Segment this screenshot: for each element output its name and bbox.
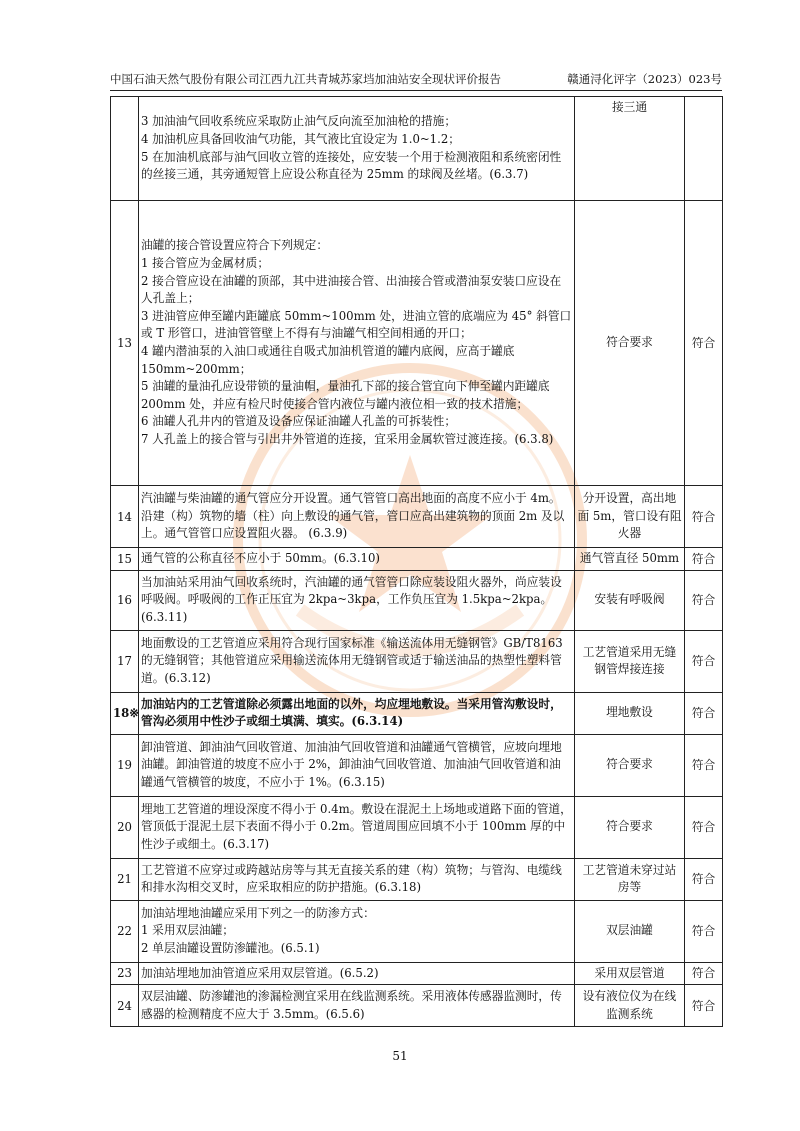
table-row — [111, 548, 723, 571]
requirement-text — [139, 734, 575, 796]
requirement-line: 4 罐内潜油泵的入油口或通往自吸式加油机管道的罐内底阀，应高于罐底 150mm~200mm； — [141, 344, 515, 376]
actual-measure: 采用双层管道 — [575, 962, 685, 985]
requirement-line: 4 加油机应具备回收油气功能，其气液比宜设定为 1.0~1.2； — [141, 131, 460, 146]
requirement-text — [139, 201, 575, 486]
actual-measure: 符合要求 — [575, 796, 685, 858]
requirement-text — [139, 962, 575, 985]
actual-measure: 分开设置，高出地面 5m，管口设有阻火器 — [575, 486, 685, 548]
actual-measure: 符合要求 — [575, 201, 685, 486]
actual-measure: 接三通 — [575, 97, 685, 201]
row-number — [111, 97, 139, 201]
requirement-text — [139, 985, 575, 1027]
evaluation-result: 符合 — [685, 630, 723, 692]
requirement-line: 卸油管道、卸油油气回收管道、加油油气回收管道和油罐通气管横管，应坡向埋地油罐。卸油管道的坡度不应小于 2%，卸油油气回收管道、加油油气回收管道和油罐通气管横管的坡度，不应小于 1%。(6.3.15) — [141, 739, 562, 789]
table-row — [111, 486, 723, 548]
report-title: 中国石油天然气股份有限公司江西九江共青城苏家垱加油站安全现状评价报告 — [110, 72, 501, 86]
evaluation-result: 符合 — [685, 548, 723, 571]
requirement-line: 地面敷设的工艺管道应采用符合现行国家标准《输送流体用无缝钢管》GB/T8163 的无缝钢管；其他管道应采用输送流体用无缝钢管或适于输送油品的热塑性塑料管道。(6.3.12) — [141, 635, 563, 685]
table-row — [111, 985, 723, 1027]
header-rule — [110, 90, 722, 91]
requirement-text — [139, 858, 575, 900]
evaluation-result: 符合 — [685, 858, 723, 900]
evaluation-result: 符合 — [685, 734, 723, 796]
actual-measure: 设有液位仪为在线监测系统 — [575, 985, 685, 1027]
requirement-line: 5 油罐的量油孔应设带锁的量油帽，量油孔下部的接合管宜向下伸至罐内距罐底 200mm 处，并应有检尺时使接合管内液位与罐内液位相一致的技术措施； — [141, 379, 550, 411]
requirement-line: 双层油罐、防渗罐池的渗漏检测宜采用在线监测系统。采用液体传感器监测时，传感器的检测精度不应大于 3.5mm。(6.5.6) — [141, 989, 562, 1021]
requirement-line: 加油站内的工艺管道除必须露出地面的以外，均应埋地敷设。当采用管沟敷设时，管沟必须用中性沙子或细土填满、填实。(6.3.14) — [141, 696, 562, 729]
page-header — [110, 71, 722, 87]
row-number: 14 — [111, 486, 139, 548]
requirement-line: 油罐的接合管设置应符合下列规定： — [141, 238, 329, 253]
page-number: 51 — [392, 1049, 408, 1063]
actual-measure: 符合要求 — [575, 734, 685, 796]
evaluation-result: 符合 — [685, 985, 723, 1027]
row-number: 13 — [111, 201, 139, 486]
requirement-line: 1 采用双层油罐； — [141, 923, 234, 938]
evaluation-result: 符合 — [685, 796, 723, 858]
requirement-line: 3 进油管应伸至罐内距罐底 50mm~100mm 处，进油立管的底端应为 45° 斜管口或 T 形管口，进油管管壁上不得有与油罐气相空间相通的开口； — [141, 308, 572, 341]
requirement-line: 5 在加油机底部与油气回收立管的连接处，应安装一个用于检测液阻和系统密闭性的丝接三通，其旁通短管上应设公称直径为 25mm 的球阀及丝堵。(6.3.7) — [141, 149, 562, 182]
table-row — [111, 692, 723, 734]
requirement-line: 汽油罐与柴油罐的通气管应分开设置。通气管管口高出地面的高度不应小于 4m。沿建（构）筑物的墙（柱）向上敷设的通气管，管口应高出建筑物的顶面 2m 及以上。通气管管口应设置阻火器。 (6.3.9) — [141, 491, 565, 541]
row-number: 24 — [111, 985, 139, 1027]
requirement-line: 2 单层油罐设置防渗罐池。(6.5.1) — [141, 940, 320, 955]
evaluation-result: 符合 — [685, 486, 723, 548]
row-number: 19 — [111, 734, 139, 796]
requirement-line: 6 油罐人孔井内的管道及设备应保证油罐人孔盖的可拆装性； — [141, 414, 457, 429]
table-row — [111, 796, 723, 858]
document-number: 赣通浔化评字（2023）023号 — [567, 72, 722, 86]
evaluation-result: 符合 — [685, 962, 723, 985]
actual-measure: 安装有呼吸阀 — [575, 570, 685, 630]
requirement-line: 加油站埋地加油管道应采用双层管道。(6.5.2) — [141, 965, 379, 980]
requirement-text — [139, 570, 575, 630]
actual-measure: 通气管直径 50mm — [575, 548, 685, 571]
evaluation-result: 符合 — [685, 570, 723, 630]
actual-measure: 工艺管道采用无缝钢管焊接连接 — [575, 630, 685, 692]
row-number: 22 — [111, 900, 139, 962]
row-number: 17 — [111, 630, 139, 692]
table-row — [111, 97, 723, 201]
requirement-text — [139, 97, 575, 201]
row-number: 15 — [111, 548, 139, 571]
requirement-text — [139, 548, 575, 571]
row-number: 23 — [111, 962, 139, 985]
evaluation-result — [685, 97, 723, 201]
requirement-line: 当加油站采用油气回收系统时，汽油罐的通气管管口除应装设阻火器外，尚应装设呼吸阀。呼吸阀的工作正压宜为 2kpa~3kpa，工作负压宜为 1.5kpa~2kpa。(6.3.11) — [141, 574, 562, 624]
evaluation-result: 符合 — [685, 900, 723, 962]
safety-evaluation-table — [110, 96, 723, 1027]
table-row — [111, 630, 723, 692]
actual-measure: 埋地敷设 — [575, 692, 685, 734]
requirement-line: 2 接合管应设在油罐的顶部，其中进油接合管、出油接合管或潜油泵安装口应设在人孔盖上； — [141, 273, 562, 306]
table-row — [111, 858, 723, 900]
table-row — [111, 734, 723, 796]
requirement-line: 3 加油油气回收系统应采取防止油气反向流至加油枪的措施； — [141, 114, 457, 129]
table-row — [111, 570, 723, 630]
evaluation-result: 符合 — [685, 692, 723, 734]
requirement-line: 1 接合管应为金属材质； — [141, 256, 270, 271]
table-row — [111, 900, 723, 962]
row-number: 20 — [111, 796, 139, 858]
requirement-text — [139, 796, 575, 858]
requirement-text — [139, 486, 575, 548]
table-row — [111, 201, 723, 486]
requirement-text — [139, 900, 575, 962]
table-row — [111, 962, 723, 985]
actual-measure: 双层油罐 — [575, 900, 685, 962]
requirement-line: 7 人孔盖上的接合管与引出井外管道的连接，宜采用金属软管过渡连接。(6.3.8) — [141, 431, 554, 446]
row-number: 18※ — [111, 692, 139, 734]
requirement-text — [139, 630, 575, 692]
requirement-line: 工艺管道不应穿过或跨越站房等与其无直接关系的建（构）筑物；与管沟、电缆线和排水沟相交叉时，应采取相应的防护措施。(6.3.18) — [141, 862, 562, 895]
requirement-line: 加油站埋地油罐应采用下列之一的防渗方式： — [141, 905, 375, 920]
requirement-line: 埋地工艺管道的埋设深度不得小于 0.4m。敷设在混泥土上场地或道路下面的管道，管顶低于混泥土层下表面不得小于 0.2m。管道周围应回填不小于 100mm 厚的中性沙子或细土。(6.3.17) — [141, 801, 572, 851]
actual-measure: 工艺管道未穿过站房等 — [575, 858, 685, 900]
row-number: 21 — [111, 858, 139, 900]
evaluation-result: 符合 — [685, 201, 723, 486]
requirement-text — [139, 692, 575, 734]
row-number: 16 — [111, 570, 139, 630]
requirement-line: 通气管的公称直径不应小于 50mm。(6.3.10) — [141, 551, 380, 565]
